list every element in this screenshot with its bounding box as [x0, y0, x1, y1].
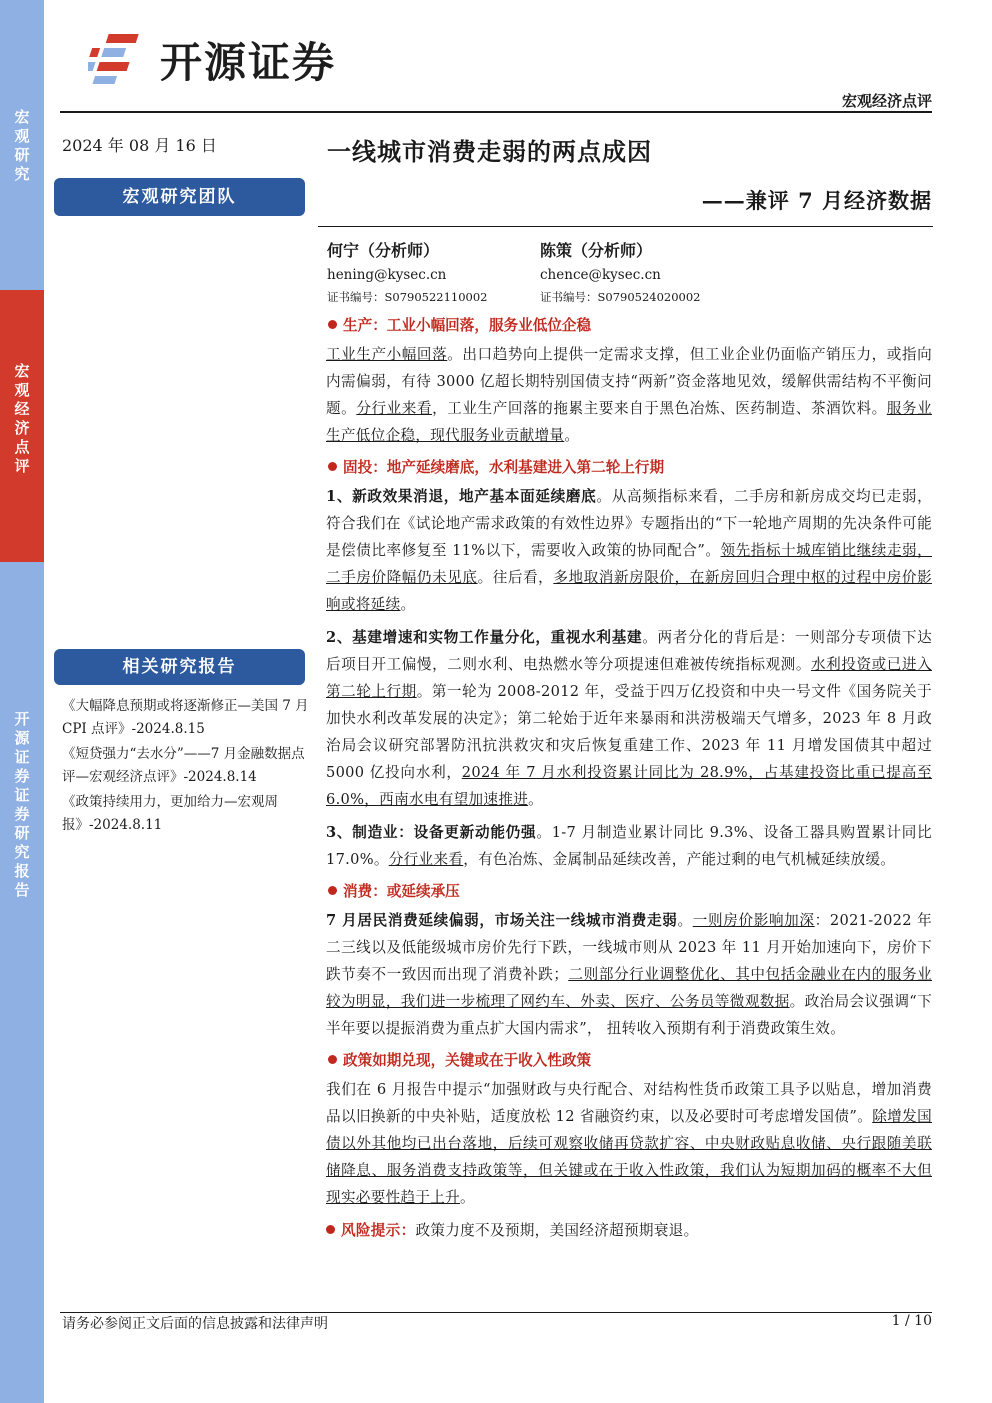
related-report-item[interactable]: 《政策持续用力，更加给力—宏观周报》-2024.8.11 [62, 794, 278, 833]
team-label: 宏观研究团队 [54, 178, 305, 216]
footer-disclaimer: 请务必参阅正文后面的信息披露和法律声明 [62, 1316, 328, 1332]
section-heading-production: 生产：工业小幅回落，服务业低位企稳 [328, 313, 932, 339]
main-content [326, 310, 932, 1250]
paragraph: 1、新政效果消退，地产基本面延续磨底。从高频指标来看，二手房和新房成交均已走弱，符合我们在《试论地产需求政策的有效性边界》专题指出的“下一轮地产周期的先决条件可能是偿债比率修复至 11%以下，需要收入政策的协同配合”。领先指标十城库销比继续走弱，二手房价降幅仍未见底。往后看，多地取消新房限价，在新房回归合理中枢的过程中房价影响或将延续。 [326, 488, 932, 613]
page-subtitle: ——兼评 7 月经济数据 [701, 188, 932, 213]
header-divider [60, 111, 932, 113]
related-reports-list [62, 695, 312, 839]
bullet-icon [326, 1225, 335, 1234]
analyst-card [540, 238, 701, 308]
risk-note: 风险提示：政策力度不及预期，美国经济超预期衰退。 [326, 1217, 932, 1244]
analyst-email[interactable]: hening@kysec.cn [327, 267, 447, 283]
paragraph: 3、制造业：设备更新动能仍强。1-7 月制造业累计同比 9.3%、设备工器具购置累计同比 17.0%。分行业来看，有色冶炼、金属制品延续改善，产能过剩的电气机械延续放缓。 [326, 824, 932, 868]
page-title: 一线城市消费走弱的两点成因 [327, 137, 652, 166]
analyst-cert: 证书编号：S0790524020002 [540, 290, 701, 304]
analyst-cert: 证书编号：S0790522110002 [327, 290, 488, 304]
sidebar-mid-label: 宏观经济点评 [14, 362, 30, 475]
sidebar-top-label: 宏观研究 [14, 108, 30, 183]
sidebar-strip-top [0, 0, 44, 290]
paragraph: 我们在 6 月报告中提示“加强财政与央行配合、对结构性货币政策工具予以贴息，增加消费品以旧换新的中央补贴，适度放松 12 省融资约束，以及必要时可考虑增发国债”。除增发国债以外其他均已出台落地，后续可观察收储再贷款扩容、中央财政贴息收储、央行跟随美联储降息、服务消费支持政策等，但关键或在于收入性政策，我们认为短期加码的概率不大但现实必要性趋于上升。 [326, 1081, 933, 1206]
analyst-card [327, 238, 488, 308]
bullet-icon [328, 1055, 337, 1064]
company-logo-text: 开源证券 [160, 38, 337, 87]
analyst-email[interactable]: chence@kysec.cn [540, 267, 661, 283]
sidebar-strip-bottom [0, 562, 44, 1403]
page-number: 1 / 10 [891, 1313, 932, 1329]
related-report-item[interactable]: 《大幅降息预期或将逐渐修正—美国 7 月 CPI 点评》-2024.8.15 [62, 698, 309, 737]
section-heading-consumption: 消费：或延续承压 [328, 879, 932, 905]
section-heading-policy: 政策如期兑现，关键或在于收入性政策 [328, 1048, 932, 1074]
paragraph: 工业生产小幅回落。出口趋势向上提供一定需求支撑，但工业企业仍面临产销压力，或指向内需偏弱，有待 3000 亿超长期特别国债支持“两新”资金落地见效，缓解供需结构不平衡问题。分行业来看，工业生产回落的拖累主要来自于黑色冶炼、医药制造、茶酒饮料。服务业生产低位企稳，现代服务业贡献增量。 [326, 346, 932, 444]
title-divider [318, 226, 933, 227]
bullet-icon [328, 462, 337, 471]
report-type: 宏观经济点评 [841, 92, 932, 110]
paragraph: 2、基建增速和实物工作量分化，重视水利基建。两者分化的背后是：一则部分专项债下达后项目开工偏慢，二则水利、电热燃水等分项提速但难被传统指标观测。水利投资或已进入第二轮上行期。第一轮为 2008-2012 年，受益于四万亿投资和中央一号文件《国务院关于加快水利改革发展的决定》；第二轮始于近年来暴雨和洪涝极端天气增多，2023 年 8 月政治局会议研究部署防汛抗洪救灾和灾后恢复重建工作、2023 年 11 月增发国债其中超过 5000 亿投向水利，2024 年 7 月水利投资累计同比为 28.9%，占基建投资比重已提高至 6.0%，西南水电有望加速推进。 [326, 629, 932, 808]
analyst-name: 何宁（分析师） [327, 241, 440, 260]
section-heading-investment: 固投：地产延续磨底，水利基建进入第二轮上行期 [328, 455, 932, 481]
sidebar-strip-middle [0, 290, 44, 562]
report-date: 2024 年 08 月 16 日 [62, 136, 217, 155]
analyst-name: 陈策（分析师） [540, 241, 653, 260]
sidebar-bottom-label: 开源证券 证券研究报告 [14, 710, 30, 899]
bullet-icon [328, 886, 337, 895]
related-report-item[interactable]: 《短贷强力“去水分”——7 月金融数据点评—宏观经济点评》-2024.8.14 [62, 746, 305, 785]
related-reports-label: 相关研究报告 [54, 649, 305, 685]
bullet-icon [328, 320, 337, 329]
paragraph: 7 月居民消费延续偏弱，市场关注一线城市消费走弱。一则房价影响加深：2021-2022 年二三线以及低能级城市房价先行下跌，一线城市则从 2023 年 11 月开始加速向下，房价下跌节奏不一致因而出现了消费补跌；二则部分行业调整优化、其中包括金融业在内的服务业较为明显，我们进一步梳理了网约车、外卖、医疗、公务员等微观数据。政治局会议强调“下半年要以提振消费为重点扩大国内需求”， 扭转收入预期有利于消费政策生效。 [326, 912, 933, 1037]
company-logo-icon [88, 30, 158, 86]
